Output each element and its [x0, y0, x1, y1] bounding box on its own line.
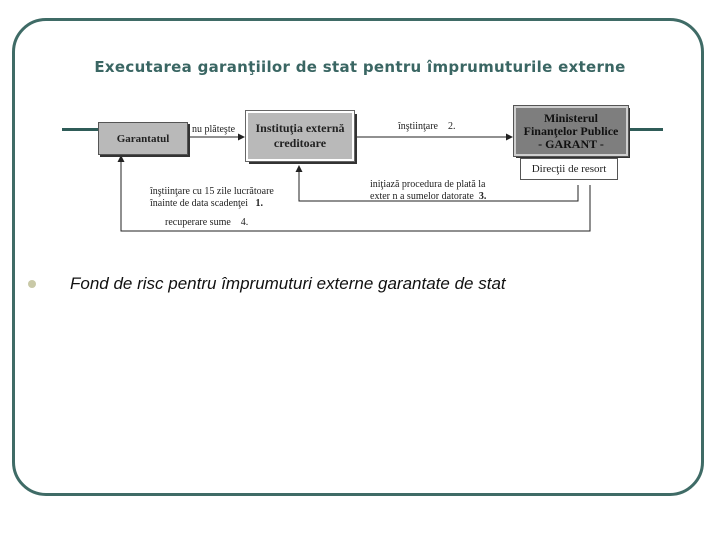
node-garantatul: Garantatul: [98, 122, 188, 155]
label-nu-plateste: nu plăteşte: [192, 124, 236, 135]
label-recuperare-4: recuperare sume 4.: [165, 217, 249, 228]
node-institutia-externa: Instituţia externă creditoare: [246, 111, 354, 161]
bullet-text: Fond de risc pentru împrumuturi externe garantate de stat: [70, 274, 506, 293]
label-instiintare-2: înştiinţare 2.: [398, 121, 456, 132]
label-instiintare-1: înştiinţare cu 15 zile lucrătoare înainte de data scadenţei 1.: [150, 186, 274, 209]
slide-title: Executarea garanţiilor de stat pentru împrumuturile externe: [94, 58, 626, 76]
node-ministerul: Ministerul Finanţelor Publice - GARANT -: [514, 106, 628, 156]
node-directii-resort: Direcţii de resort: [520, 158, 618, 180]
bullet-dot-icon: [28, 280, 36, 288]
label-initiaza-3: iniţiază procedura de plată la exter n a sumelor datorate 3.: [370, 179, 487, 202]
